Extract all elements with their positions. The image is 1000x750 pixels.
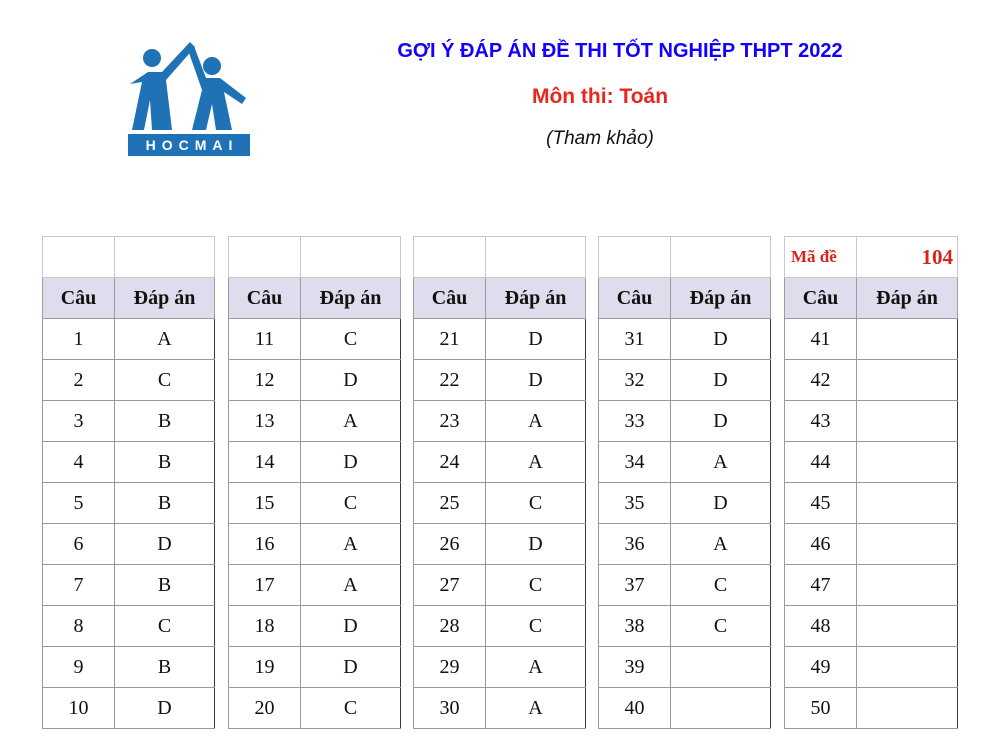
column-header-question: Câu: [599, 278, 671, 319]
table-row: [599, 483, 771, 524]
table-row: [43, 483, 215, 524]
table-row: [229, 401, 401, 442]
question-number: 46: [785, 524, 857, 565]
question-number: 39: [599, 647, 671, 688]
table-row: [229, 565, 401, 606]
table-row: [785, 319, 958, 360]
question-number: 16: [229, 524, 301, 565]
answer-cell: [857, 688, 958, 729]
table-row: [785, 442, 958, 483]
question-number: 25: [414, 483, 486, 524]
answer-block: [413, 236, 586, 729]
question-number: 18: [229, 606, 301, 647]
answer-cell: C: [115, 360, 215, 401]
question-number: 47: [785, 565, 857, 606]
exam-code-label: Mã đề: [785, 237, 857, 278]
table-row: [414, 360, 586, 401]
question-number: 1: [43, 319, 115, 360]
answer-cell: [857, 606, 958, 647]
question-number: 24: [414, 442, 486, 483]
answer-cell: B: [115, 442, 215, 483]
answer-cell: A: [301, 565, 401, 606]
answer-cell: D: [671, 319, 771, 360]
question-number: 19: [229, 647, 301, 688]
column-header-question: Câu: [414, 278, 486, 319]
page-title: GỢI Ý ĐÁP ÁN ĐỀ THI TỐT NGHIỆP THPT 2022: [397, 40, 843, 62]
answer-cell: B: [115, 401, 215, 442]
question-number: 27: [414, 565, 486, 606]
table-row: [599, 647, 771, 688]
answer-cell: A: [486, 647, 586, 688]
answer-cell: B: [115, 565, 215, 606]
answer-cell: D: [301, 360, 401, 401]
question-number: 36: [599, 524, 671, 565]
table-row: [229, 606, 401, 647]
answer-cell: [857, 401, 958, 442]
table-row: [229, 483, 401, 524]
table-row: [43, 647, 215, 688]
table-row: [599, 401, 771, 442]
answer-cell: D: [486, 360, 586, 401]
question-number: 32: [599, 360, 671, 401]
table-row: [785, 565, 958, 606]
answer-cell: [671, 688, 771, 729]
table-row: [229, 442, 401, 483]
table-row: [785, 647, 958, 688]
question-number: 9: [43, 647, 115, 688]
table-row: [43, 401, 215, 442]
question-number: 26: [414, 524, 486, 565]
answer-cell: [857, 442, 958, 483]
table-row: [414, 647, 586, 688]
answer-cell: A: [115, 319, 215, 360]
question-number: 45: [785, 483, 857, 524]
table-row: [43, 606, 215, 647]
answer-cell: C: [671, 606, 771, 647]
question-number: 35: [599, 483, 671, 524]
answer-cell: [857, 524, 958, 565]
column-header-question: Câu: [785, 278, 857, 319]
answer-block: [598, 236, 771, 729]
blank-cell: [599, 237, 671, 278]
table-row: [43, 565, 215, 606]
logo-wordmark: HOCMAI: [128, 134, 250, 156]
question-number: 40: [599, 688, 671, 729]
question-number: 28: [414, 606, 486, 647]
table-row: [599, 360, 771, 401]
answer-cell: D: [671, 360, 771, 401]
answer-cell: C: [115, 606, 215, 647]
answer-cell: A: [486, 442, 586, 483]
answer-cell: [857, 565, 958, 606]
table-row: [599, 524, 771, 565]
question-number: 30: [414, 688, 486, 729]
answer-block: [784, 236, 958, 729]
question-number: 10: [43, 688, 115, 729]
column-header-answer: Đáp án: [115, 278, 215, 319]
answer-cell: C: [486, 606, 586, 647]
answer-cell: D: [486, 524, 586, 565]
answer-cell: C: [301, 483, 401, 524]
question-number: 31: [599, 319, 671, 360]
table-row: [43, 524, 215, 565]
question-number: 41: [785, 319, 857, 360]
question-number: 3: [43, 401, 115, 442]
answer-cell: B: [115, 647, 215, 688]
answer-cell: [857, 483, 958, 524]
question-number: 23: [414, 401, 486, 442]
answer-cell: [857, 360, 958, 401]
answer-cell: A: [671, 442, 771, 483]
column-header-answer: Đáp án: [486, 278, 586, 319]
answer-cell: D: [115, 524, 215, 565]
answer-cell: D: [671, 483, 771, 524]
question-number: 37: [599, 565, 671, 606]
table-row: [414, 565, 586, 606]
table-row: [599, 688, 771, 729]
answer-cell: [857, 647, 958, 688]
question-number: 43: [785, 401, 857, 442]
exam-code-value: 104: [857, 237, 958, 278]
column-header-question: Câu: [229, 278, 301, 319]
question-number: 29: [414, 647, 486, 688]
table-row: [785, 524, 958, 565]
question-number: 20: [229, 688, 301, 729]
answer-cell: D: [486, 319, 586, 360]
answer-cell: D: [301, 606, 401, 647]
hocmai-logo: [128, 38, 250, 158]
answer-cell: [857, 319, 958, 360]
table-row: [43, 442, 215, 483]
table-row: [229, 319, 401, 360]
question-number: 42: [785, 360, 857, 401]
question-number: 2: [43, 360, 115, 401]
question-number: 49: [785, 647, 857, 688]
table-row: [599, 606, 771, 647]
table-row: [229, 524, 401, 565]
answer-cell: A: [301, 524, 401, 565]
table-row: [785, 483, 958, 524]
table-row: [599, 319, 771, 360]
question-number: 7: [43, 565, 115, 606]
table-row: [414, 483, 586, 524]
question-number: 12: [229, 360, 301, 401]
column-header-answer: Đáp án: [857, 278, 958, 319]
question-number: 13: [229, 401, 301, 442]
answer-block: [228, 236, 401, 729]
table-row: [229, 688, 401, 729]
table-row: [785, 360, 958, 401]
table-row: [599, 565, 771, 606]
answer-cell: D: [671, 401, 771, 442]
question-number: 38: [599, 606, 671, 647]
answer-cell: C: [486, 483, 586, 524]
question-number: 5: [43, 483, 115, 524]
table-row: [414, 524, 586, 565]
table-row: [414, 606, 586, 647]
question-number: 21: [414, 319, 486, 360]
question-number: 44: [785, 442, 857, 483]
answer-cell: C: [671, 565, 771, 606]
answer-cell: A: [301, 401, 401, 442]
blank-cell: [115, 237, 215, 278]
blank-cell: [229, 237, 301, 278]
question-number: 6: [43, 524, 115, 565]
column-header-question: Câu: [43, 278, 115, 319]
reference-note: (Tham khảo): [546, 128, 654, 149]
answer-cell: C: [301, 688, 401, 729]
table-row: [785, 688, 958, 729]
answer-cell: A: [671, 524, 771, 565]
answer-block: [42, 236, 215, 729]
answer-cell: C: [486, 565, 586, 606]
table-row: [785, 401, 958, 442]
column-header-answer: Đáp án: [671, 278, 771, 319]
question-number: 14: [229, 442, 301, 483]
subject-label: Môn thi: Toán: [531, 85, 669, 108]
question-number: 50: [785, 688, 857, 729]
table-row: [43, 688, 215, 729]
question-number: 33: [599, 401, 671, 442]
answer-cell: C: [301, 319, 401, 360]
blank-cell: [43, 237, 115, 278]
answer-cell: D: [115, 688, 215, 729]
table-row: [414, 688, 586, 729]
question-number: 11: [229, 319, 301, 360]
answer-cell: B: [115, 483, 215, 524]
table-row: [43, 360, 215, 401]
question-number: 48: [785, 606, 857, 647]
answer-cell: D: [301, 647, 401, 688]
question-number: 17: [229, 565, 301, 606]
table-row: [414, 401, 586, 442]
table-row: [229, 647, 401, 688]
answer-cell: A: [486, 688, 586, 729]
column-header-answer: Đáp án: [301, 278, 401, 319]
table-row: [229, 360, 401, 401]
blank-cell: [671, 237, 771, 278]
blank-cell: [414, 237, 486, 278]
hocmai-figures-icon: [128, 38, 250, 134]
blank-cell: [301, 237, 401, 278]
blank-cell: [486, 237, 586, 278]
table-row: [785, 606, 958, 647]
question-number: 4: [43, 442, 115, 483]
table-row: [414, 319, 586, 360]
answer-cell: A: [486, 401, 586, 442]
answer-cell: [671, 647, 771, 688]
answer-cell: D: [301, 442, 401, 483]
question-number: 34: [599, 442, 671, 483]
question-number: 15: [229, 483, 301, 524]
question-number: 22: [414, 360, 486, 401]
table-row: [599, 442, 771, 483]
table-row: [43, 319, 215, 360]
question-number: 8: [43, 606, 115, 647]
table-row: [414, 442, 586, 483]
